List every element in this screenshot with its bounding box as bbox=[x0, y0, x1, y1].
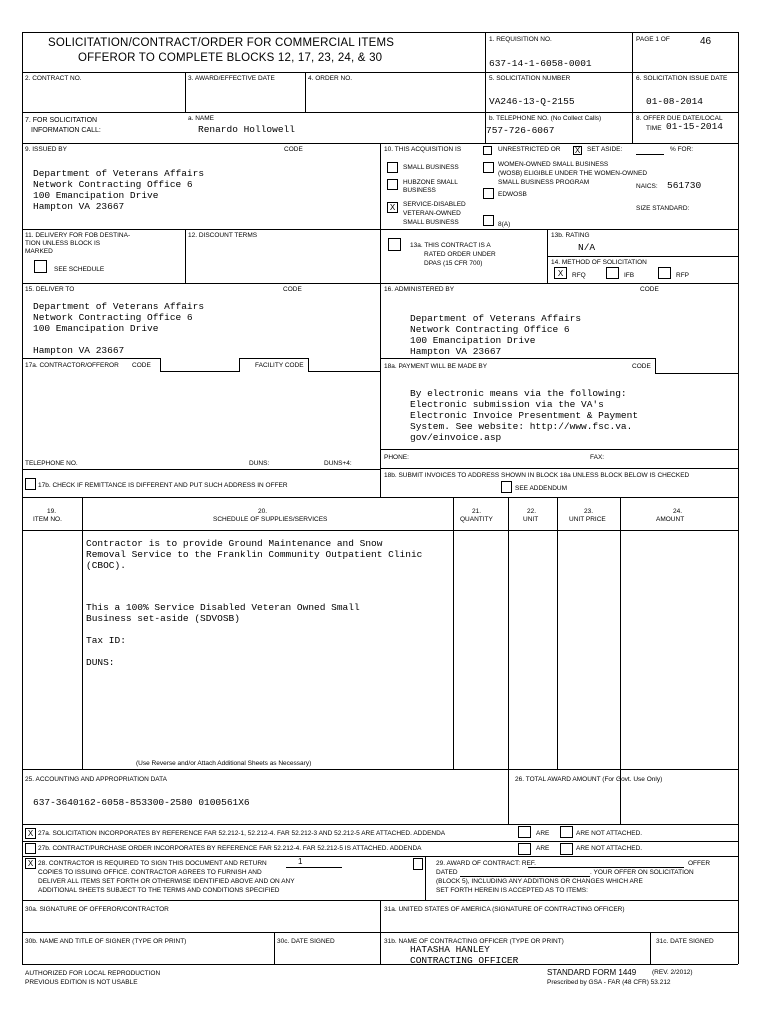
remittance-label: 17b. CHECK IF REMITTANCE IS DIFFERENT AND PUT SUCH ADDRESS IN OFFER bbox=[38, 482, 288, 489]
col24-num: 24. bbox=[673, 508, 683, 515]
issue-date-value[interactable]: 01-08-2014 bbox=[646, 96, 704, 107]
col21-num: 21. bbox=[472, 508, 482, 515]
contractor-label: 17a. CONTRACTOR/OFFEROR bbox=[25, 362, 119, 369]
29-checkbox[interactable] bbox=[413, 858, 423, 870]
contract-no-label: 2. CONTRACT NO. bbox=[25, 75, 82, 82]
time-label: TIME bbox=[646, 125, 662, 132]
27a-are-not-checkbox[interactable] bbox=[560, 826, 573, 838]
col23-label: UNIT PRICE bbox=[569, 516, 606, 523]
wosb-label-2: (WOSB) ELIGIBLE UNDER THE WOMEN-OWNED bbox=[498, 170, 648, 177]
hubzone-label-2: BUSINESS bbox=[403, 187, 436, 194]
delivery-label-3: MARKED bbox=[25, 248, 53, 255]
see-schedule-label: SEE SCHEDULE bbox=[54, 266, 105, 273]
small-business-label: SMALL BUSINESS bbox=[403, 164, 459, 171]
submit-invoices-label: 18b. SUBMIT INVOICES TO ADDRESS SHOWN IN BLOCK 18a UNLESS BLOCK BELOW IS CHECKED bbox=[384, 472, 690, 479]
duns-line: DUNS: bbox=[86, 657, 115, 668]
27b-are-label: ARE bbox=[536, 845, 550, 852]
small-business-checkbox[interactable] bbox=[387, 162, 398, 173]
deliver-to-code-label: CODE bbox=[283, 286, 302, 293]
administered-code-label: CODE bbox=[640, 286, 659, 293]
28-line4: ADDITIONAL SHEETS SUBJECT TO THE TERMS AND CONDITIONS SPECIFIED bbox=[38, 887, 280, 894]
col24-label: AMOUNT bbox=[656, 516, 685, 523]
signature-usa-label: 31a. UNITED STATES OF AMERICA (SIGNATURE OF CONTRACTING OFFICER) bbox=[384, 906, 625, 913]
27a-checkbox[interactable]: X bbox=[25, 828, 36, 839]
contractor-code-label: CODE bbox=[132, 362, 151, 369]
deliver-to-line3: 100 Emancipation Drive bbox=[33, 323, 159, 334]
hubzone-label-1: HUBZONE SMALL bbox=[403, 179, 458, 186]
27b-are-not-checkbox[interactable] bbox=[560, 843, 573, 855]
signature-offeror-label: 30a. SIGNATURE OF OFFEROR/CONTRACTOR bbox=[25, 906, 169, 913]
issued-by-line2: Network Contracting Office 6 bbox=[33, 179, 193, 190]
reverse-note: (Use Reverse and/or Attach Additional Sheets as Necessary) bbox=[136, 760, 312, 767]
col22-num: 22. bbox=[527, 508, 537, 515]
information-call-label: INFORMATION CALL: bbox=[31, 127, 101, 134]
rating-value[interactable]: N/A bbox=[578, 242, 596, 253]
deliver-to-line1: Department of Veterans Affairs bbox=[33, 301, 205, 312]
offer-due-value[interactable]: 01-15-2014 bbox=[666, 121, 724, 132]
accounting-label: 25. ACCOUNTING AND APPROPRIATION DATA bbox=[25, 776, 167, 783]
wosb-label-3: SMALL BUSINESS PROGRAM bbox=[498, 179, 590, 186]
rated-order-1: 13a. THIS CONTRACT IS A bbox=[410, 242, 491, 249]
offer-due-label: 8. OFFER DUE DATE/LOCAL bbox=[636, 115, 723, 122]
28-line1: 28. CONTRACTOR IS REQUIRED TO SIGN THIS DOCUMENT AND RETURN bbox=[38, 860, 267, 867]
payment-label: 18a. PAYMENT WILL BE MADE BY bbox=[384, 363, 488, 370]
27a-text: 27a. SOLICITATION INCORPORATES BY REFERENCE FAR 52.212-1, 52.212-4. FAR 52.212-3 AND 52.212-5 ARE ATTACHED. ADDENDA bbox=[38, 830, 446, 837]
set-aside-label: SET ASIDE: bbox=[587, 146, 623, 153]
rated-order-2: RATED ORDER UNDER bbox=[424, 251, 496, 258]
unrestricted-checkbox[interactable] bbox=[483, 146, 492, 155]
col19-label: ITEM NO. bbox=[33, 516, 62, 523]
27b-are-not-label: ARE NOT ATTACHED. bbox=[576, 845, 643, 852]
discount-terms-label: 12. DISCOUNT TERMS bbox=[188, 232, 258, 239]
acquisition-label: 10. THIS ACQUISITION IS bbox=[384, 146, 462, 153]
sdvosb-label-3: SMALL BUSINESS bbox=[403, 219, 459, 226]
for-solicitation-label: 7. FOR SOLICITATION bbox=[25, 117, 98, 124]
solicitation-no-value[interactable]: VA246-13-Q-2155 bbox=[489, 96, 575, 107]
requisition-value[interactable]: 637-14-1-6058-0001 bbox=[489, 58, 592, 69]
date-signed-31c-label: 31c. DATE SIGNED bbox=[656, 938, 714, 945]
issued-by-label: 9. ISSUED BY bbox=[25, 146, 67, 153]
29-your-offer: . YOUR OFFER ON SOLICITATION bbox=[590, 869, 694, 876]
eight-a-checkbox[interactable] bbox=[483, 215, 494, 226]
signer-name-label: 30b. NAME AND TITLE OF SIGNER (TYPE OR PRINT) bbox=[25, 938, 187, 945]
duns4-label: DUNS+4: bbox=[324, 460, 352, 467]
rfp-label: RFP bbox=[676, 272, 689, 279]
description-line1: Contractor is to provide Ground Maintenance and Snow bbox=[86, 538, 383, 549]
27b-text: 27b. CONTRACT/PURCHASE ORDER INCORPORATES BY REFERENCE FAR 52.212-4. FAR 52.212-5 IS ATTACHED. ADDENDA bbox=[38, 845, 422, 852]
rating-label: 13b. RATING bbox=[551, 232, 590, 239]
rfp-checkbox[interactable] bbox=[658, 267, 671, 279]
delivery-label-1: 11. DELIVERY FOR FOB DESTINA- bbox=[25, 232, 131, 239]
deliver-to-label: 15. DELIVER TO bbox=[25, 286, 75, 293]
form-title-line1: SOLICITATION/CONTRACT/ORDER FOR COMMERCIAL ITEMS bbox=[48, 37, 395, 49]
see-schedule-checkbox[interactable] bbox=[34, 260, 47, 273]
remittance-checkbox[interactable] bbox=[25, 478, 36, 490]
27a-are-not-label: ARE NOT ATTACHED. bbox=[576, 830, 643, 837]
sdvosb-note-line2: Business set-aside (SDVOSB) bbox=[86, 613, 240, 624]
wosb-label-1: WOMEN-OWNED SMALL BUSINESS bbox=[498, 161, 609, 168]
fax-label: FAX: bbox=[590, 454, 605, 461]
unrestricted-label: UNRESTRICTED OR bbox=[498, 146, 561, 153]
administered-line2: Network Contracting Office 6 bbox=[410, 324, 570, 335]
29-dated: DATED bbox=[436, 869, 458, 876]
name-label: a. NAME bbox=[188, 115, 215, 122]
ifb-checkbox[interactable] bbox=[606, 267, 619, 279]
29-line4: SET FORTH HEREIN IS ACCEPTED AS TO ITEMS: bbox=[436, 887, 588, 894]
award-date-label: 3. AWARD/EFFECTIVE DATE bbox=[188, 75, 275, 82]
29-line1: 29. AWARD OF CONTRACT: REF. bbox=[436, 860, 536, 867]
col20-num: 20. bbox=[258, 508, 268, 515]
sdvosb-label-1: SERVICE-DISABLED bbox=[403, 201, 466, 208]
contact-name[interactable]: Renardo Hollowell bbox=[198, 124, 295, 135]
issue-date-label: 6. SOLICITATION ISSUE DATE bbox=[636, 75, 728, 82]
28-line3: DELIVER ALL ITEMS SET FORTH OR OTHERWISE IDENTIFIED ABOVE AND ON ANY bbox=[38, 878, 295, 885]
order-no-label: 4. ORDER NO. bbox=[308, 75, 353, 82]
payment-text-2: Electronic submission via the VA's bbox=[410, 399, 604, 410]
29-line3: (BLOCK 5), INCLUDING ANY ADDITIONS OR CHANGES WHICH ARE bbox=[436, 878, 643, 885]
administered-line4: Hampton VA 23667 bbox=[410, 346, 502, 357]
facility-code-label: FACILITY CODE bbox=[255, 362, 304, 369]
contractor-code-field[interactable] bbox=[160, 358, 240, 372]
officer-name-label: 31b. NAME OF CONTRACTING OFFICER (TYPE OR PRINT) bbox=[384, 938, 564, 945]
size-standard-label: SIZE STANDARD: bbox=[636, 205, 690, 212]
accounting-value[interactable]: 637-3640162-6058-853300-2580 0100561X6 bbox=[33, 797, 250, 808]
27b-checkbox[interactable] bbox=[25, 843, 36, 854]
footer-rev: (REV. 2/2012) bbox=[652, 969, 693, 976]
requisition-label: 1. REQUISITION NO. bbox=[489, 36, 552, 43]
description-line3: (CBOC). bbox=[86, 560, 126, 571]
date-signed-30c-label: 30c. DATE SIGNED bbox=[277, 938, 335, 945]
issued-by-line1: Department of Veterans Affairs bbox=[33, 168, 205, 179]
description-line2: Removal Service to the Franklin Community Outpatient Clinic bbox=[86, 549, 423, 560]
sdvosb-note-line1: This a 100% Service Disabled Veteran Owned Small bbox=[86, 602, 360, 613]
naics-value[interactable]: 561730 bbox=[667, 180, 702, 191]
col21-label: QUANTITY bbox=[460, 516, 493, 523]
issued-by-code-label: CODE bbox=[284, 146, 303, 153]
wosb-checkbox[interactable] bbox=[483, 162, 494, 173]
footer-previous-edition: PREVIOUS EDITION IS NOT USABLE bbox=[25, 979, 138, 986]
deliver-to-line5: Hampton VA 23667 bbox=[33, 345, 125, 356]
see-addendum-checkbox[interactable] bbox=[501, 481, 512, 493]
form-title-line2: OFFEROR TO COMPLETE BLOCKS 12, 17, 23, 24, & 30 bbox=[78, 52, 383, 64]
facility-code-field[interactable] bbox=[308, 358, 380, 372]
administered-by-label: 16. ADMINISTERED BY bbox=[384, 286, 455, 293]
footer-prescribed: Prescribed by GSA - FAR (48 CFR) 53.212 bbox=[547, 979, 671, 986]
payment-code-label: CODE bbox=[632, 363, 651, 370]
rated-order-checkbox[interactable] bbox=[388, 238, 401, 251]
payment-text-5: gov/einvoice.asp bbox=[410, 432, 502, 443]
total-award-label: 26. TOTAL AWARD AMOUNT (For Govt. Use Only) bbox=[515, 776, 663, 783]
officer-name[interactable]: HATASHA HANLEY bbox=[410, 944, 490, 955]
footer-authorized: AUTHORIZED FOR LOCAL REPRODUCTION bbox=[25, 970, 161, 977]
27a-are-checkbox[interactable] bbox=[518, 826, 531, 838]
27a-are-label: ARE bbox=[536, 830, 550, 837]
tax-id-label: Tax ID: bbox=[86, 635, 126, 646]
sdvosb-checkbox[interactable]: X bbox=[387, 202, 398, 213]
rfq-label: RFQ bbox=[572, 272, 586, 279]
sdvosb-label-2: VETERAN-OWNED bbox=[403, 210, 461, 217]
administered-line3: 100 Emancipation Drive bbox=[410, 335, 536, 346]
payment-text-3: Electronic Invoice Presentment & Payment bbox=[410, 410, 639, 421]
telephone-value[interactable]: 757-726-6067 bbox=[486, 125, 555, 136]
eight-a-label: 8(A) bbox=[498, 221, 511, 228]
col20-label: SCHEDULE OF SUPPLIES/SERVICES bbox=[213, 516, 328, 523]
issued-by-line3: 100 Emancipation Drive bbox=[33, 190, 159, 201]
hubzone-checkbox[interactable] bbox=[387, 179, 398, 190]
28-checkbox[interactable]: X bbox=[25, 858, 36, 869]
deliver-to-line2: Network Contracting Office 6 bbox=[33, 312, 193, 323]
percent-for-label: % FOR: bbox=[670, 146, 694, 153]
naics-label: NAICS: bbox=[636, 183, 658, 190]
phone-label: PHONE: bbox=[384, 454, 409, 461]
telephone-label: b. TELEPHONE NO. (No Collect Calls) bbox=[489, 115, 602, 122]
payment-code-field[interactable] bbox=[655, 358, 738, 374]
issued-by-line4: Hampton VA 23667 bbox=[33, 201, 125, 212]
payment-text-1: By electronic means via the following: bbox=[410, 388, 627, 399]
col23-num: 23. bbox=[584, 508, 594, 515]
administered-line1: Department of Veterans Affairs bbox=[410, 313, 582, 324]
edwosb-checkbox[interactable] bbox=[483, 188, 494, 199]
28-copies[interactable]: 1 bbox=[298, 857, 303, 866]
29-offer: OFFER bbox=[688, 860, 711, 867]
28-line2: COPIES TO ISSUING OFFICE. CONTRACTOR AGREES TO FURNISH AND bbox=[38, 869, 262, 876]
col19-num: 19. bbox=[47, 508, 57, 515]
page-label: PAGE 1 OF bbox=[636, 36, 670, 43]
rfq-checkbox[interactable]: X bbox=[554, 267, 567, 279]
method-label: 14. METHOD OF SOLICITATION bbox=[551, 259, 647, 266]
footer-form-name: STANDARD FORM 1449 bbox=[547, 968, 637, 977]
col22-label: UNIT bbox=[523, 516, 539, 523]
edwosb-label: EDWOSB bbox=[498, 191, 527, 198]
officer-title[interactable]: CONTRACTING OFFICER bbox=[410, 955, 519, 966]
telephone-no-label: TELEPHONE NO. bbox=[25, 460, 78, 467]
set-aside-checkbox[interactable]: X bbox=[574, 146, 581, 155]
27b-are-checkbox[interactable] bbox=[518, 843, 531, 855]
payment-text-4: System. See website: http://www.fsc.va. bbox=[410, 421, 633, 432]
ifb-label: IFB bbox=[624, 272, 635, 279]
solicitation-no-label: 5. SOLICITATION NUMBER bbox=[489, 75, 571, 82]
see-addendum-label: SEE ADDENDUM bbox=[515, 485, 568, 492]
rated-order-3: DPAS (15 CFR 700) bbox=[424, 260, 483, 267]
duns-label: DUNS: bbox=[249, 460, 270, 467]
delivery-label-2: TION UNLESS BLOCK IS bbox=[25, 240, 101, 247]
page-count: 46 bbox=[700, 36, 712, 47]
